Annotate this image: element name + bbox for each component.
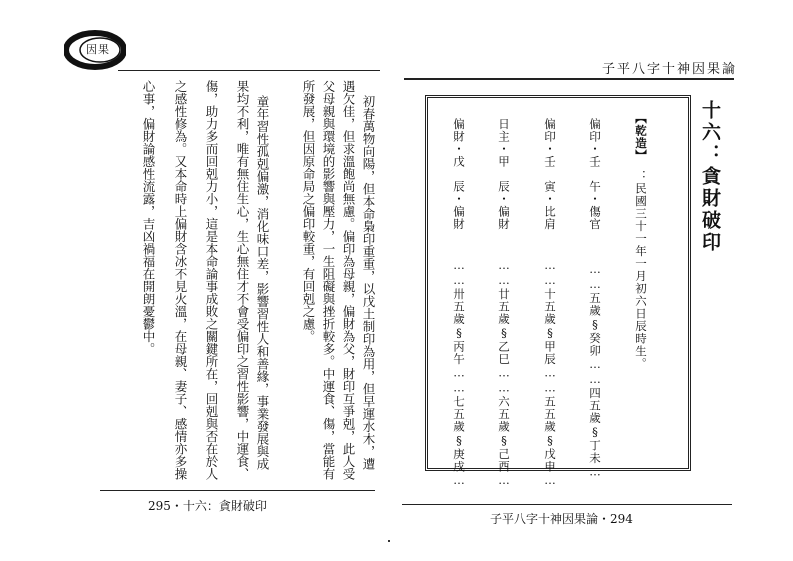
paragraph-line: 所發展，但因原命局之偏印較重，有回剋之慮。 [301, 80, 316, 343]
right-page-footer: 子平八字十神因果論・294 [490, 512, 633, 526]
paragraph-line: 童年習性孤剋偏激，消化味口差，影響習性人和善緣，事業發展與成 [255, 95, 270, 470]
pillar-year: 偏印・壬 午・傷官 [588, 118, 602, 231]
footer-rule-right [402, 504, 732, 505]
pillar-hour: 偏財・戊 辰・偏財 [452, 118, 466, 231]
running-title: 子平八字十神因果論 [601, 62, 737, 77]
gutter-mark [388, 540, 390, 542]
pillar-day: 日主・甲 辰・偏財 [497, 118, 511, 231]
qianzao-label: 【乾造】 [634, 112, 648, 162]
section-title: 十六：貪財破印 [699, 100, 721, 254]
paragraph-line: 傷，助力多而回剋力小，這是本命論事成敗之關鍵所在，回剋與否在於人 [204, 80, 219, 480]
paragraph-line: 父母親與環境的影響與壓力，一生阻礙與挫折較多。中運食、傷，當能有 [321, 80, 336, 480]
paragraph-line: 之感性修為。又本命時上偏財含冰不見火溫，在母親、妻子、感情亦多操 [173, 80, 188, 480]
logo-text: 因果 [86, 43, 110, 56]
logo [64, 30, 126, 70]
luck-day: ……廿五歲§乙巳……六五歲§己酉… [497, 258, 511, 488]
paragraph-line: 心事，偏財論感性流露，吉凶禍福在開朗憂鬱中。 [141, 80, 156, 355]
footer-rule-left [100, 490, 375, 491]
paragraph-line: 遇欠佳，但求溫飽尚無慮。偏印為母親，偏財為父，財印互爭剋，此人受 [341, 80, 356, 480]
luck-month: ……十五歲§甲辰……五五歲§戊申… [543, 258, 557, 488]
paragraph-line: 果均不利，唯有無住生心，生心無住才不會受偏印之習性影響，中運食、 [235, 80, 250, 480]
birth-date: ：民國三十一年一月初六日辰時生。 [634, 170, 648, 370]
header-rule-left [118, 70, 380, 71]
luck-hour: ……卅五歲§丙午……七五歲§庚戌… [452, 258, 466, 488]
pillar-month: 偏印・壬 寅・比肩 [543, 118, 557, 231]
left-page-footer: 295・十六：貪財破印 [148, 499, 267, 513]
paragraph-line: 初春萬物向陽，但本命梟印重重，以戊土制印為用，但早運水木，遭 [361, 95, 376, 470]
header-rule-right [404, 78, 734, 80]
luck-year: ……五歲§癸卯……四五歲§丁未… [588, 262, 602, 480]
